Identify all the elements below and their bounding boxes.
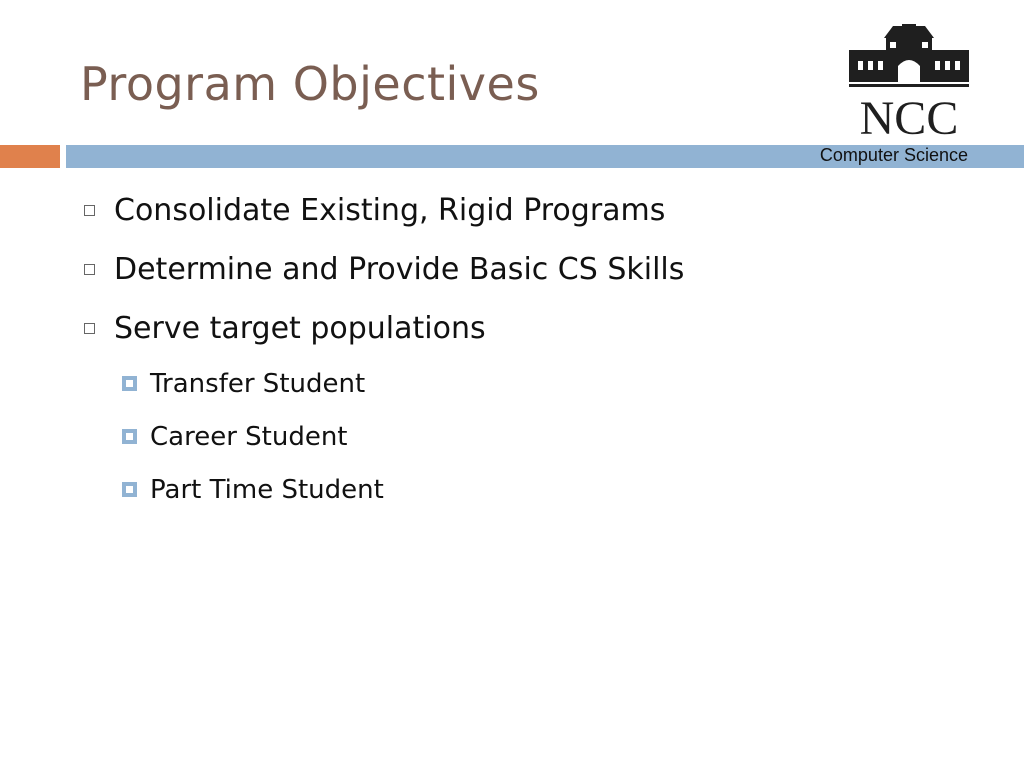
ncc-logo bbox=[846, 24, 972, 140]
filled-square-bullet-icon bbox=[122, 376, 137, 391]
square-bullet-icon bbox=[84, 323, 95, 334]
sub-bullet-item bbox=[80, 471, 960, 524]
sub-bullet-text: Transfer Student bbox=[150, 369, 366, 399]
bullet-item bbox=[80, 306, 960, 365]
square-bullet-icon bbox=[84, 264, 95, 275]
bullet-text: Serve target populations bbox=[114, 311, 486, 346]
bullet-list bbox=[80, 188, 960, 524]
bullet-item bbox=[80, 188, 960, 247]
sub-bullet-text: Career Student bbox=[150, 422, 348, 452]
building-icon bbox=[846, 24, 972, 140]
accent-bar-orange bbox=[0, 145, 60, 168]
square-bullet-icon bbox=[84, 205, 95, 216]
logo-text: NCC bbox=[859, 92, 959, 140]
bullet-text: Determine and Provide Basic CS Skills bbox=[114, 252, 685, 287]
sub-bullet-item bbox=[80, 418, 960, 471]
filled-square-bullet-icon bbox=[122, 482, 137, 497]
bullet-text: Consolidate Existing, Rigid Programs bbox=[114, 193, 666, 228]
department-label: Computer Science bbox=[819, 145, 968, 165]
filled-square-bullet-icon bbox=[122, 429, 137, 444]
sub-bullet-text: Part Time Student bbox=[150, 475, 384, 505]
bullet-item bbox=[80, 247, 960, 306]
slide-title: Program Objectives bbox=[80, 57, 540, 111]
sub-bullet-item bbox=[80, 365, 960, 418]
